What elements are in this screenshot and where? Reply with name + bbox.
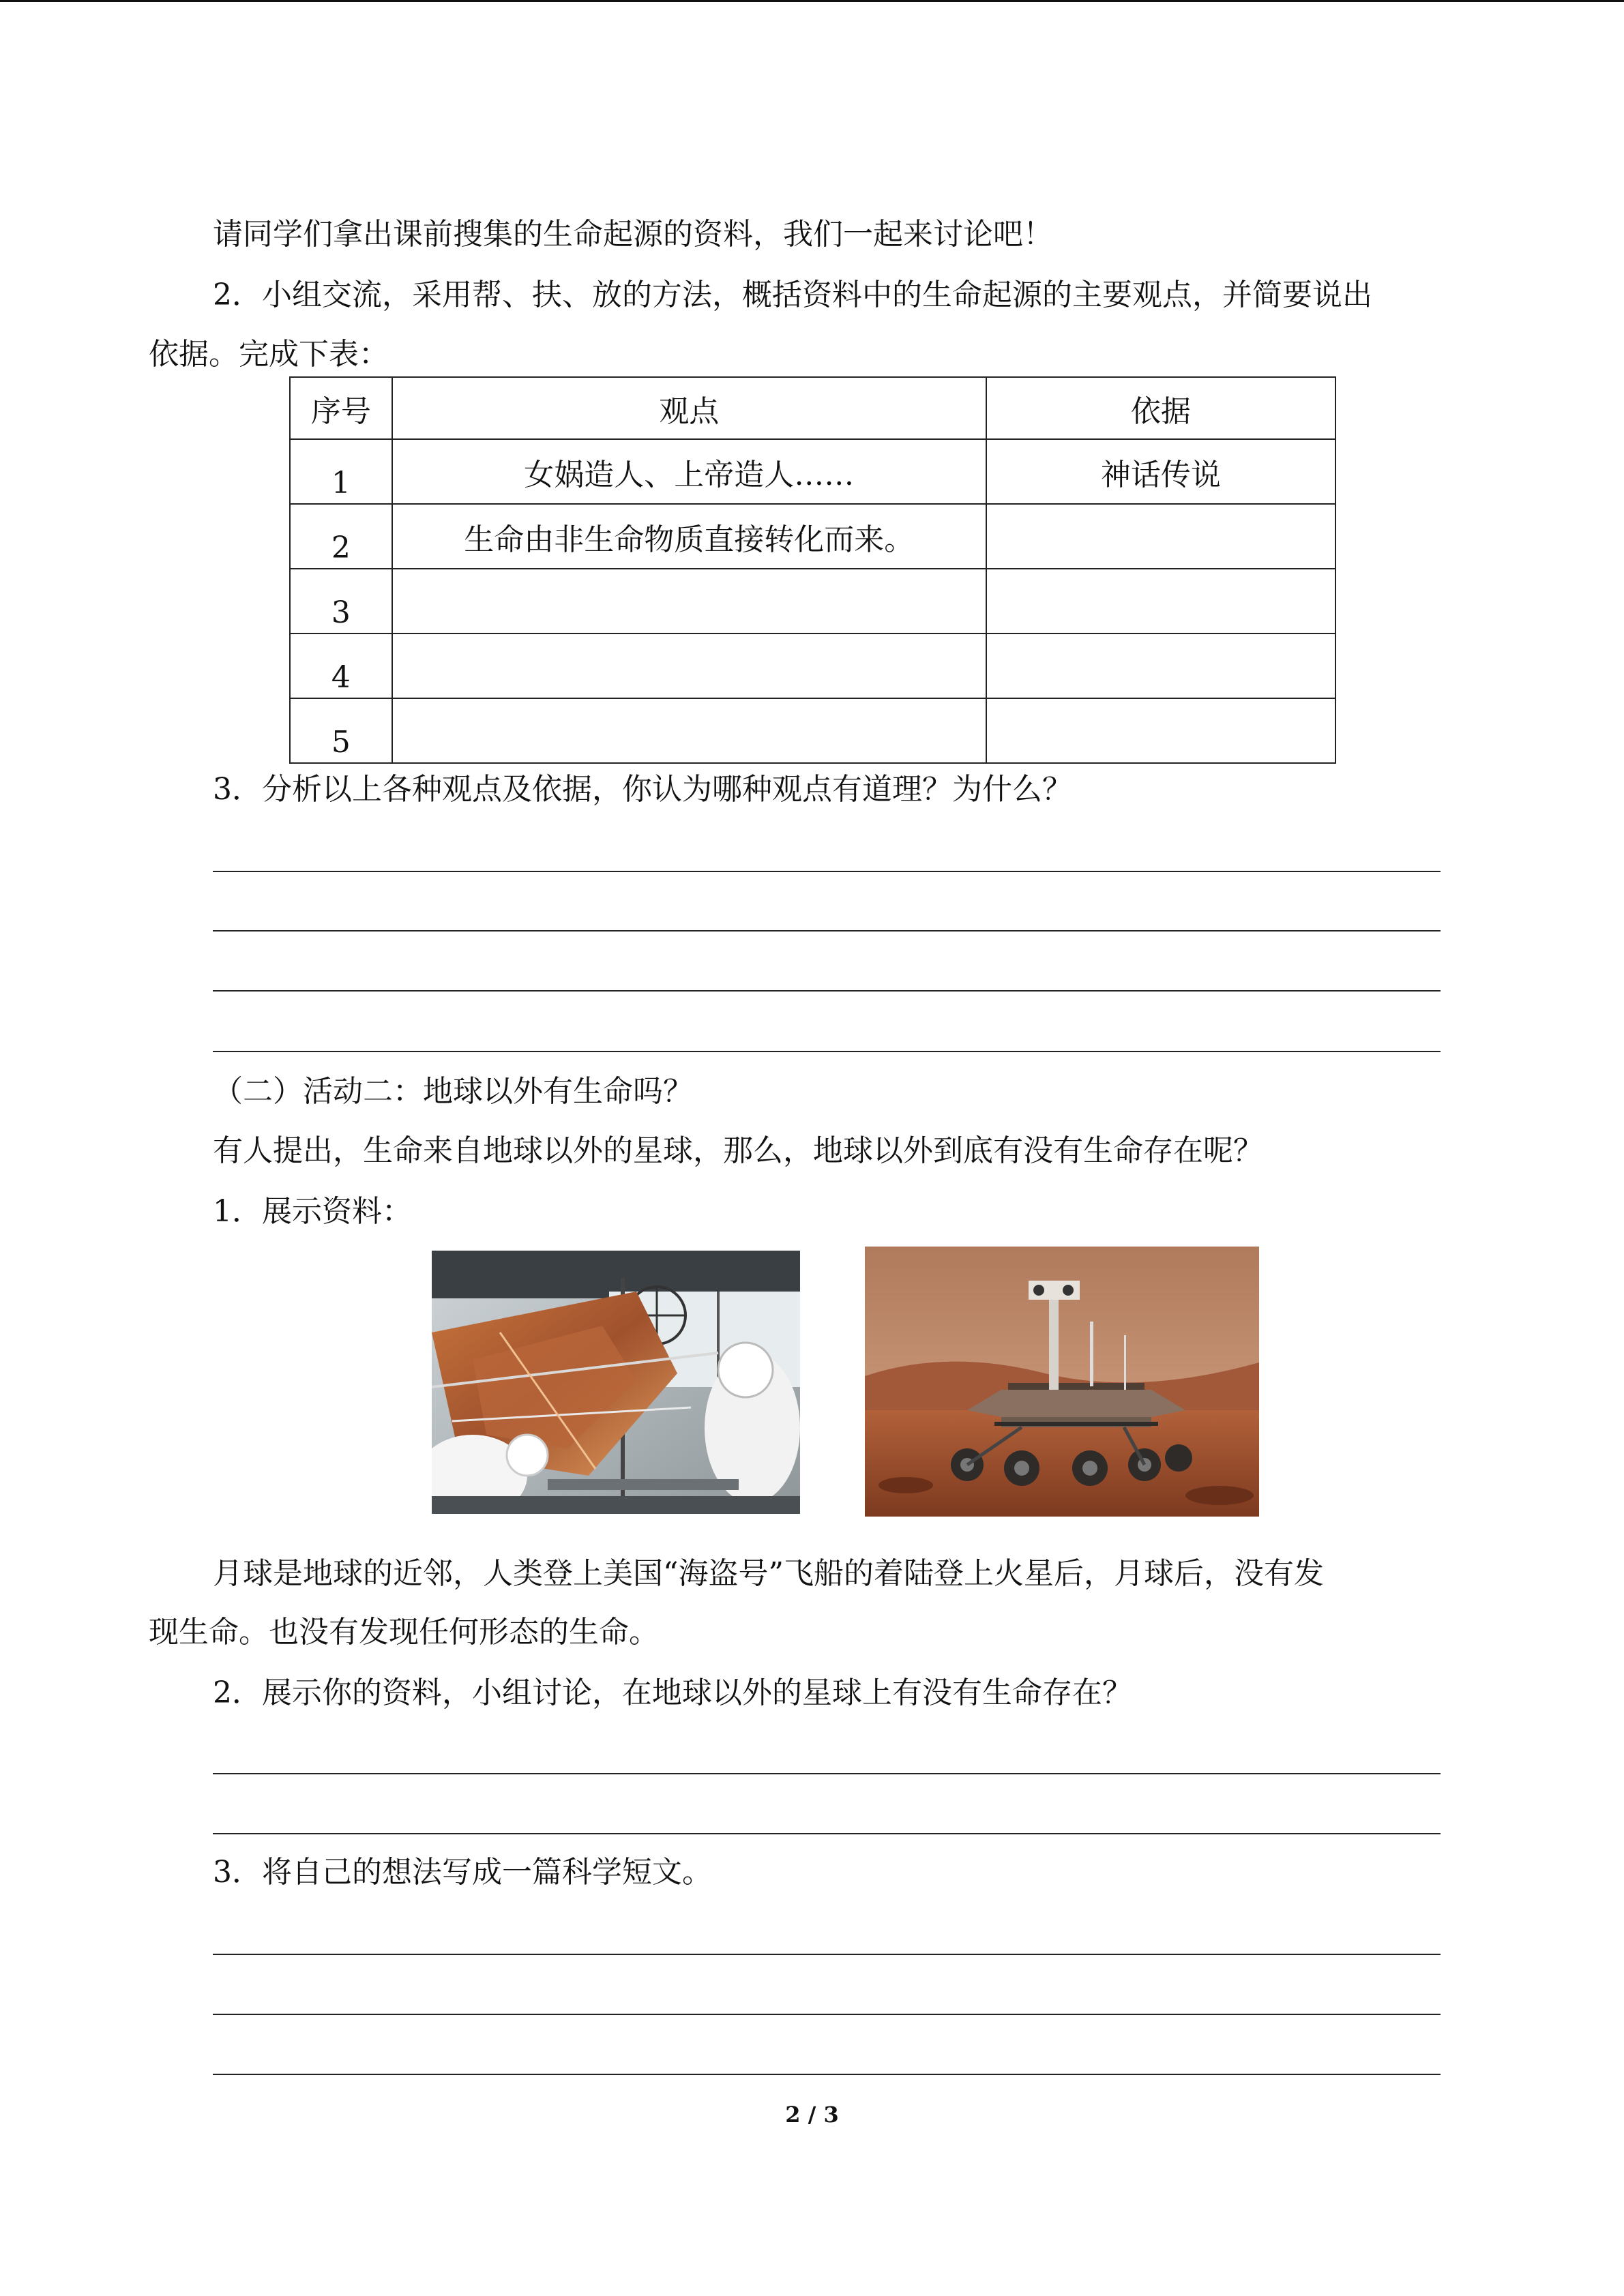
answer-line[interactable] bbox=[213, 1954, 1441, 1955]
table-row bbox=[290, 569, 1335, 633]
astronauts-satellite-photo bbox=[432, 1251, 800, 1514]
answer-line[interactable] bbox=[213, 930, 1441, 931]
row-basis bbox=[986, 569, 1335, 633]
intro-text: 请同学们拿出课前搜集的生命起源的资料，我们一起来讨论吧！ bbox=[213, 217, 1053, 252]
answer-line[interactable] bbox=[213, 1773, 1441, 1774]
question-3: 3．分析以上各种观点及依据，你认为哪种观点有道理？为什么？ bbox=[213, 772, 1072, 807]
page-number: 2 / 3 bbox=[785, 2102, 839, 2128]
row-number: 1 bbox=[290, 439, 392, 504]
activity-2-title: （二）活动二：地球以外有生命吗？ bbox=[213, 1074, 693, 1109]
answer-line[interactable] bbox=[213, 1833, 1441, 1834]
row-viewpoint: 生命由非生命物质直接转化而来。 bbox=[392, 504, 986, 569]
row-viewpoint: 女娲造人、上帝造人…… bbox=[392, 439, 986, 504]
table-row bbox=[290, 504, 1335, 569]
row-viewpoint bbox=[392, 633, 986, 698]
answer-line[interactable] bbox=[213, 2014, 1441, 2015]
table-row bbox=[290, 633, 1335, 698]
row-basis: 神话传说 bbox=[986, 439, 1335, 504]
row-viewpoint bbox=[392, 569, 986, 633]
header-basis: 依据 bbox=[986, 377, 1335, 439]
question-2-line-2: 依据。完成下表： bbox=[149, 337, 389, 372]
answer-line[interactable] bbox=[213, 871, 1441, 872]
header-number: 序号 bbox=[290, 377, 392, 439]
caption-line-1: 月球是地球的近邻，人类登上美国“海盗号”飞船的着陆登上火星后，月球后，没有发 bbox=[213, 1556, 1324, 1591]
row-number: 4 bbox=[290, 633, 392, 698]
activity-2-lead: 有人提出，生命来自地球以外的星球，那么，地球以外到底有没有生命存在呢？ bbox=[213, 1133, 1263, 1168]
row-basis bbox=[986, 633, 1335, 698]
row-basis bbox=[986, 698, 1335, 763]
answer-line[interactable] bbox=[213, 990, 1441, 992]
row-number: 5 bbox=[290, 698, 392, 763]
answer-line[interactable] bbox=[213, 1051, 1441, 1052]
question-2-line-1: 2．小组交流，采用帮、扶、放的方法，概括资料中的生命起源的主要观点，并简要说出 bbox=[213, 278, 1372, 312]
header-viewpoint: 观点 bbox=[392, 377, 986, 439]
row-number: 3 bbox=[290, 569, 392, 633]
answer-line[interactable] bbox=[213, 2074, 1441, 2075]
table-row bbox=[290, 698, 1335, 763]
row-basis bbox=[986, 504, 1335, 569]
activity-2-item-2: 2．展示你的资料，小组讨论，在地球以外的星球上有没有生命存在？ bbox=[213, 1675, 1132, 1710]
activity-2-item-3: 3．将自己的想法写成一篇科学短文。 bbox=[213, 1855, 712, 1890]
mars-rover-photo bbox=[865, 1247, 1259, 1517]
caption-line-2: 现生命。也没有发现任何形态的生命。 bbox=[149, 1615, 659, 1650]
top-rule bbox=[0, 0, 1624, 2]
table-row bbox=[290, 439, 1335, 504]
viewpoint-table bbox=[289, 376, 1336, 764]
table-header-row bbox=[290, 377, 1335, 439]
row-number: 2 bbox=[290, 504, 392, 569]
row-viewpoint bbox=[392, 698, 986, 763]
activity-2-item-1: 1．展示资料： bbox=[213, 1194, 412, 1229]
